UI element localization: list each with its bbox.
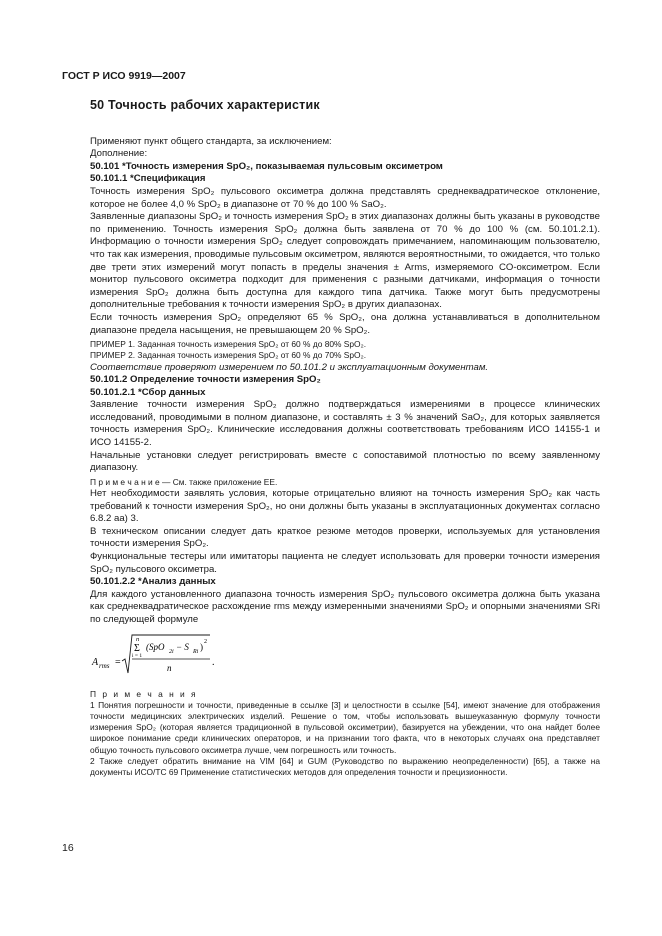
arms-formula [90,631,600,683]
clause-50-101-heading: 50.101 *Точность измерения SpO₂, показываемая пульсовым оксиметром [90,160,443,172]
example-1: ПРИМЕР 1. Заданная точность измерения SpO₂ от 60 % до 80% SpO₂. [90,339,367,350]
paragraph-technical-description: В техническом описании следует дать краткое резюме методов проверки, используемых для установления точности измерения SpO₂. [90,525,600,550]
svg-text:=: = [115,656,121,668]
term-exponent: 2 [204,638,207,645]
term-spo-sub: 2i [169,648,174,655]
clause-50-101-2-2-heading: 50.101.2.2 *Анализ данных [90,576,216,588]
paragraph-65-percent: Если точность измерения SpO₂ определяют 65 % SpO₂, она должна устанавливаться в дополнительном диапазоне предела насыщения, не превышающем 20 % SpO₂. [90,311,600,336]
paragraph-conditions: Нет необходимости заявлять условия, которые отрицательно влияют на точность измерения SpO₂ как часть требований к точности измерения SpO₂, но они должны быть указаны в эксплуатационных документах согласно 6.8.2 аа) 3. [90,488,600,525]
example-2: ПРИМЕР 2. Заданная точность измерения SpO₂ от 60 % до 70% SpO₂. [90,350,367,361]
sum-upper: n [136,635,140,643]
svg-text:.: . [212,656,215,668]
page-number: 16 [62,842,74,854]
note-annex-ee: П р и м е ч а н и е — См. также приложение ЕЕ. [90,476,278,487]
sum-lower: i = 1 [132,652,143,659]
paragraph-declared-ranges: Заявленные диапазоны SpO₂ и точность измерения SpO₂ в этих диапазонах должны быть указаны в руководстве по применению. Точность измерения SpO₂ должна быть заявлена от 70 % до 100 % (см. 50.101.2.1). Информацию о точности измерения SpO₂ следует сопровождать примечанием, напоминающим пользователю, что так как измерения, проводимые пульсовым оксиметром, являются вероятностными, то ожидается, что только две трети этих измерений могут попасть в пределы значения ± Arms, измеряемого CO-оксиметром. Если монитор пульсового оксиметра подходит для применения с разными датчиками, информация о точности измерения SpO₂ должна быть доступна для каждого типа датчика. Также могут быть предусмотрены дополнительные требования к точности измерения SpO₂ в других диапазонах. [90,211,600,311]
paragraph-clinical-studies: Заявление точности измерения SpO₂ должно подтверждаться измерениями в процессе клинических исследований, проводимыми в полном диапазоне, и составлять ± 3 % значений SaO₂, для которых заявляется точность измерения SpO₂. Клинические исследования должны соответствовать требованиям ИСО 14155-1 и ИСО 14155-2. [90,399,600,449]
term-spo: (SpO [146,641,165,652]
intro-line-1: Применяют пункт общего стандарта, за исключением: [90,135,332,147]
denominator: n [167,662,172,673]
paragraph-functional-testers: Функциональные тестеры или имитаторы пациента не следует использовать для проверки точности измерения SpO₂ пульсового оксиметра. [90,551,600,575]
formula-lhs-sub: rms [99,661,110,670]
paragraph-initial-settings: Начальные установки следует регистрировать вместе с сопоставимой плотностью по всему заявленному диапазону. [90,449,600,474]
clause-50-101-2-1-heading: 50.101.2.1 *Сбор данных [90,386,206,398]
note-2: 2 Также следует обратить внимание на VIM [64] и GUM (Руководство по выражению неопределенности) [65], а также на документы ИСО/ТС 69 Применение статистических методов для определения точности и прецизионности. [90,755,600,777]
paragraph-data-analysis: Для каждого установленного диапазона точность измерения SpO₂ пульсового оксиметра должна быть указана как среднеквадратическое расхождение rms между измеренными значениями SpO₂ и опорными значениями SRi по следующей формуле [90,588,600,625]
term-minus-s: − S [176,641,189,652]
sum-sign: Σ [134,642,140,654]
term-s-sub: Ri [193,648,199,655]
note-1: 1 Понятия погрешности и точности, приведенные в ссылке [3] и целостности в ссылке [54], имеют значение для отображения точности медицинских электрических изделий. Решение о том, чтобы использовать вышеуказанную формулу точности измерения SpO₂ (которая является традиционной в пульсовой оксиметрии), базируется на убеждении, что она найдет более широкое понимание среди клинических операторов, и на признании того факта, что в некоторых случаях она представляет общую точность пульсового оксиметра лучше, чем погрешность или точность. [90,699,600,755]
paragraph-accuracy-spec: Точность измерения SpO₂ пульсового оксиметра должна представлять среднеквадратическое отклонение, которое не более 4,0 % SpO₂ в диапазоне от 70 % до 100 % SaO₂. [90,185,600,210]
term-close: ) [200,641,203,652]
formula-graphic [90,631,310,683]
clause-50-101-2-heading: 50.101.2 Определение точности измерения SpO₂ [90,374,321,386]
section-title: 50 Точность рабочих характеристик [90,98,320,112]
formula-lhs: A [92,656,99,668]
clause-50-101-1-heading: 50.101.1 *Спецификация [90,173,206,185]
intro-line-2: Дополнение: [90,148,148,160]
notes-title: П р и м е ч а н и я [90,688,198,699]
compliance-check: Соответствие проверяют измерением по 50.101.2 и эксплуатационным документам. [90,361,489,373]
document-body [90,99,600,778]
document-header: ГОСТ Р ИСО 9919—2007 [62,70,186,82]
